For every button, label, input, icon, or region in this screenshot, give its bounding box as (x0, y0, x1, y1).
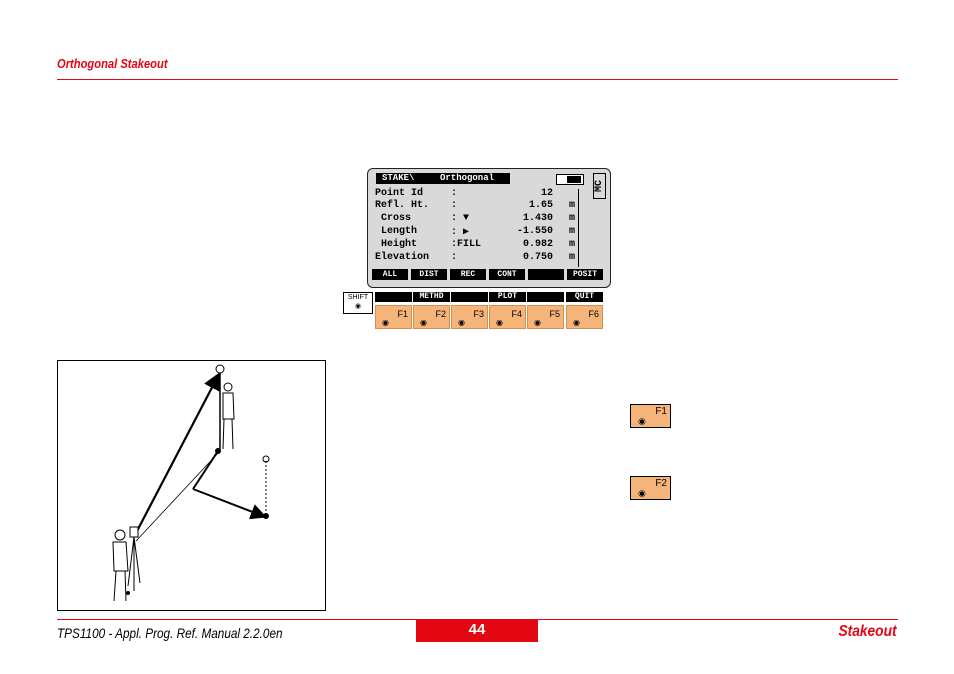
instrument-display (367, 168, 611, 288)
surveyor-legs (114, 571, 126, 601)
row-value: 12 (540, 188, 553, 199)
key-label: F4 (511, 309, 522, 319)
header-rule (57, 79, 898, 80)
stakeout-diagram-icon (58, 361, 325, 610)
row-value: 0.982 (522, 239, 553, 250)
prism-icon (216, 365, 224, 373)
length-line (193, 451, 218, 489)
softkey-rec[interactable]: REC (450, 269, 486, 280)
row-value: 1.430 (522, 213, 553, 224)
key-dot-icon: ◉ (420, 318, 427, 327)
key-dot-icon: ◉ (382, 318, 389, 327)
function-key-f5[interactable] (527, 305, 564, 329)
row-label: Cross (375, 213, 412, 224)
row-unit: m (568, 239, 575, 250)
manual-title: TPS1100 - Appl. Prog. Ref. Manual 2.2.0en (57, 625, 283, 641)
station-point (126, 591, 130, 595)
function-key-f3[interactable] (451, 305, 488, 329)
display-title-left: STAKE\ (382, 173, 415, 183)
row-colon: : (451, 188, 458, 199)
row-value: -1.550 (516, 226, 553, 237)
key-label: F2 (435, 309, 446, 319)
shift-key-label-quit: QUIT (566, 292, 603, 302)
mc-indicator: MC (593, 173, 606, 199)
surveyor-head (115, 530, 125, 540)
shift-key-label-plot: PLOT (489, 292, 526, 302)
display-title-right: Orthogonal (440, 173, 495, 183)
section-title: Stakeout (838, 623, 897, 640)
baseline-line (136, 451, 220, 541)
battery-icon (556, 174, 584, 185)
shift-label: SHIFT (347, 294, 369, 301)
softkey-dist[interactable]: DIST (411, 269, 447, 280)
key-label: F2 (655, 478, 667, 489)
shift-key-label-methd: METHD (413, 292, 450, 302)
tripod-icon (128, 537, 140, 591)
shift-key-label-5 (527, 292, 564, 302)
function-key-f6[interactable] (566, 305, 603, 329)
row-unit: m (568, 226, 575, 237)
page-header-title: Orthogonal Stakeout (57, 56, 168, 71)
shift-key-label-1 (375, 292, 412, 302)
row-unit: m (568, 252, 575, 263)
function-key-f4[interactable] (489, 305, 526, 329)
stake-point (263, 513, 269, 519)
surveyor-body (113, 542, 128, 571)
page-number: 44 (416, 620, 538, 642)
measurement-arrow (136, 376, 218, 533)
side-key-f2[interactable] (630, 476, 671, 500)
key-label: F6 (588, 309, 599, 319)
key-dot-icon: ◉ (573, 318, 580, 327)
total-station-icon (130, 527, 138, 537)
row-label: Height (375, 239, 418, 250)
softkey-all[interactable]: ALL (372, 269, 408, 280)
row-label: Point Id (375, 188, 424, 199)
function-key-f2[interactable] (413, 305, 450, 329)
shift-key-label-3 (451, 292, 488, 302)
row-label: Length (375, 226, 418, 237)
display-divider (578, 189, 579, 267)
key-dot-icon: ◉ (638, 488, 646, 498)
function-key-f1[interactable] (375, 305, 412, 329)
row-label: Refl. Ht. (375, 200, 430, 211)
shift-dot-icon: ◉ (354, 303, 362, 310)
key-dot-icon: ◉ (638, 416, 646, 426)
row-colon: : (451, 200, 458, 211)
shift-key[interactable] (343, 292, 373, 314)
key-dot-icon: ◉ (458, 318, 465, 327)
key-label: F5 (549, 309, 560, 319)
row-unit: m (568, 213, 575, 224)
key-label: F1 (655, 406, 667, 417)
display-row-height (375, 239, 575, 252)
softkey-bar (372, 269, 606, 280)
softkey-blank[interactable] (528, 269, 564, 280)
side-key-f1[interactable] (630, 404, 671, 428)
softkey-cont[interactable]: CONT (489, 269, 525, 280)
display-row-elevation (375, 252, 575, 265)
key-dot-icon: ◉ (496, 318, 503, 327)
key-dot-icon: ◉ (534, 318, 541, 327)
row-colon: :FILL (451, 239, 482, 250)
row-value: 1.65 (528, 200, 553, 211)
row-colon: : ▶ (451, 227, 470, 238)
row-colon: : ▼ (451, 213, 470, 224)
row-colon: : (451, 252, 458, 263)
display-title-bar (376, 173, 510, 184)
display-row-cross (375, 213, 575, 226)
key-label: F1 (397, 309, 408, 319)
row-value: 0.750 (522, 252, 553, 263)
cross-arrow (193, 489, 263, 516)
display-row-refl-ht (375, 200, 575, 213)
softkey-posit[interactable]: POSIT (567, 269, 603, 280)
stakeout-illustration (57, 360, 326, 611)
display-row-length (375, 226, 575, 239)
rodman-head (224, 383, 232, 391)
key-label: F3 (473, 309, 484, 319)
rodman-body (223, 393, 234, 419)
rodman-legs (223, 419, 233, 449)
row-label: Elevation (375, 252, 430, 263)
row-unit: m (568, 200, 575, 211)
